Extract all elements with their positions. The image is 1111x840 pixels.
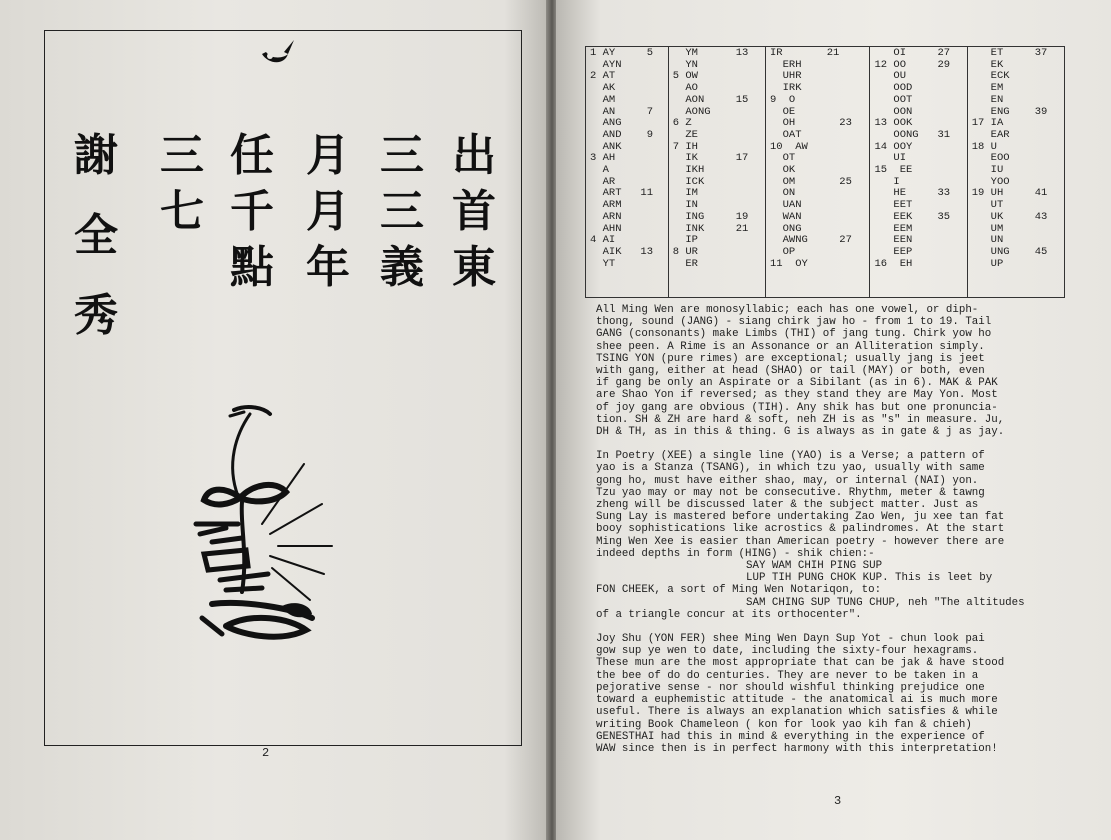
- calligraphy-column: [160, 130, 204, 246]
- paragraph-line: the bee of do do centuries. They are never to be taken in a: [596, 669, 979, 682]
- rime-column-1: 1 AY 5 AYN 2 AT AK AM AN 7 ANG AND 9 ANK 3 AH A AR ART 11 ARM ARN AHN 4 AI AIK 13 YT: [586, 47, 669, 298]
- calligraphy-character: 任: [230, 130, 274, 181]
- paragraph-line: zheng will be discussed later & the subject matter. Just as: [596, 499, 979, 512]
- paragraph-line: thong, sound (JANG) - siang chirk jaw ho - from 1 to 19. Tail: [596, 316, 992, 329]
- calligraphy-column: [74, 130, 118, 374]
- page-number-right: 3: [834, 794, 842, 808]
- paragraph-line: WAW since then is in perfect harmony with this interpretation!: [596, 742, 998, 755]
- rime-table: [585, 46, 1065, 298]
- page-number-left: 2: [262, 746, 270, 760]
- paragraph-line: with gang, either at head (SHAO) or tail (MAY) or both, even: [596, 365, 985, 378]
- paragraph-line: FON CHEEK, a sort of Ming Wen Notariqon, to:: [596, 584, 882, 597]
- calligraphy-character: 月: [306, 186, 350, 237]
- paragraph-line: gong ho, must have either shao, may, or internal (NAI) yon.: [596, 474, 979, 487]
- paragraph-line: tion. SH & ZH are hard & soft, neh ZH is as "s" in measure. Ju,: [596, 413, 1005, 426]
- calligraphy-column: [306, 130, 350, 302]
- paragraph-line: toward a euphemistic attitude - the anatomical ai is much more: [596, 694, 998, 707]
- calligraphy-column: [230, 130, 274, 302]
- calligraphy-column: [452, 130, 496, 302]
- paragraph-line: Joy Shu (YON FER) shee Ming Wen Dayn Sup Yot - chun look pai: [596, 633, 985, 646]
- calligraphy-character: 三: [380, 130, 424, 181]
- calligraphy-character: 首: [452, 186, 496, 237]
- paragraph-line: Sung Lay is mastered before undertaking Zao Wen, ju xee tan fat: [596, 511, 1005, 524]
- left-page: [0, 0, 548, 840]
- verse-line: SAY WAM CHIH PING SUP: [746, 560, 883, 573]
- paragraph-line: Ming Wen Xee is easier than American poetry - however there are: [596, 535, 1005, 548]
- rime-column-5: ET 37 EK ECK EM EN ENG 39 17 IA EAR 18 U EOO IU YOO 19 UH 41 UT UK 43 UM UN UNG 45 UP: [967, 47, 1064, 298]
- paragraph-line: In Poetry (XEE) a single line (YAO) is a Verse; a pattern of: [596, 450, 985, 463]
- paragraph-line: of a triangle concur at its orthocenter".: [596, 608, 862, 621]
- paragraph-line: TSING YON (pure rimes) are exceptional; usually jang is jeet: [596, 352, 985, 365]
- rime-table-row: [586, 47, 1065, 298]
- calligraphy-character: 三: [160, 130, 204, 181]
- paragraph-line: are Shao Yon if reversed; as they stand they are May Yon. Most: [596, 389, 998, 402]
- calligraphy-character: 七: [160, 186, 204, 237]
- calligraphy-character: 秀: [74, 290, 118, 341]
- paragraph-line: indeed depths in form (HING) - shik chien:-: [596, 547, 875, 560]
- paragraph-line: DH & TH, as in this & thing. G is always as in gate & j as jay.: [596, 426, 1005, 439]
- calligraphy-character: 千: [230, 186, 274, 237]
- paragraph-line: These mun are the most appropriate that can be jak & have stood: [596, 657, 1005, 670]
- calligraphy-character: 謝: [74, 130, 118, 181]
- calligraphy-character: 三: [380, 186, 424, 237]
- paragraph-line: useful. There is always an explanation which satisfies & while: [596, 706, 998, 719]
- calligraphy-character: 義: [380, 242, 424, 293]
- rime-column-2: YM 13 YN 5 OW AO AON 15 AONG 6 Z ZE 7 IH IK 17 IKH ICK IM IN ING 19 INK 21 IP 8 UR ER: [668, 47, 765, 298]
- calligraphy-column: [380, 130, 424, 302]
- paragraph-line: GANG (consonants) make Limbs (THI) of jang tung. Chirk yow ho: [596, 328, 992, 341]
- paragraph-line: if gang be only an Aspirate or a Sibilant (as in 6). MAK & PAK: [596, 377, 998, 390]
- calligraphy-character: 全: [74, 210, 118, 261]
- body-text: [596, 304, 1074, 767]
- paragraph-line: shee peen. A Rime is an Assonance or an Alliteration simply.: [596, 340, 985, 353]
- paragraph-poetry: [596, 450, 1074, 560]
- calligraphy-character: 出: [452, 130, 496, 181]
- paragraph-line: All Ming Wen are monosyllabic; each has one vowel, or diph-: [596, 304, 979, 316]
- paragraph-line: writing Book Chameleon ( kon for look yao kih fan & chieh): [596, 718, 972, 731]
- paragraph-line: pejorative sense - nor should wishful thinking prejudice one: [596, 681, 985, 694]
- paragraph-line: booy sophistications like acrostics & palindromes. At the start: [596, 523, 1005, 536]
- calligraphy-character: 點: [230, 242, 274, 293]
- verse-line: SAM CHING SUP TUNG CHUP, neh "The altitudes: [746, 596, 1025, 609]
- calligraphy-character: 月: [306, 130, 350, 181]
- seal-figure-illustration: [182, 404, 382, 648]
- rime-column-4: OI 27 12 OO 29 OU OOD OOT OON 13 OOK OONG 31 14 OOY UI 15 EE I HE 33 EET EEK 35 EEM EEN EEP 16 EH: [870, 47, 967, 298]
- paragraph-line: of joy gang are obvious (TIH). Any shik has but one pronuncia-: [596, 401, 998, 414]
- calligraphy-character: 東: [452, 242, 496, 293]
- rime-column-3: IR 21 ERH UHR IRK 9 O OE OH 23 OAT 10 AW OT OK OM 25 ON UAN WAN ONG AWNG 27 OP 11 OY: [766, 47, 870, 298]
- bird-icon: [254, 36, 298, 72]
- paragraph-line: yao is a Stanza (TSANG), in which tzu yao, usually with same: [596, 462, 985, 475]
- paragraph-line: GENESTHAI had this in mind & everything in the experience of: [596, 730, 985, 743]
- paragraph-monosyllabic: [596, 304, 1074, 438]
- paragraph-line: Tzu yao may or may not be consecutive. Rhythm, meter & tawng: [596, 486, 985, 499]
- calligraphy-character: 年: [306, 242, 350, 293]
- paragraph-joy-shu: [596, 633, 1074, 755]
- paragraph-line: gow sup ye wen to date, including the sixty-four hexagrams.: [596, 645, 979, 658]
- verse-line: LUP TIH PUNG CHOK KUP. This is leet by: [746, 572, 993, 585]
